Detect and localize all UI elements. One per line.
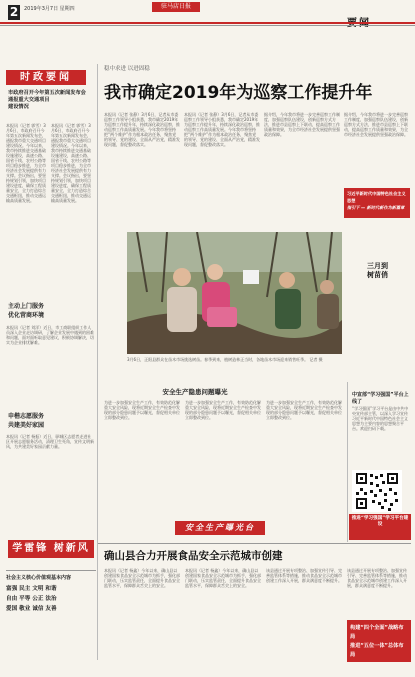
photo-caption-body: 3月6日，正阳县群众在苗木市场挑选树苗。春季到来，植树造林正当时，各地苗木市场迎来销售旺季。 记者 摄 [127,357,323,362]
slogan-banner: 学雷锋 树新风 [8,540,94,558]
main-headline: 我市确定2019年为巡察工作提升年 [104,83,373,103]
page-number: 2 [9,5,19,19]
study-qr-code [352,470,402,512]
main-body-col1: 本报讯（记者 张静）3月6日，记者从市委巡察工作领导小组获悉，我市确定2019年为巡察工作提升年，持续深化政治巡察，推动巡察工作高质量发展。今年我市将坚持把“两个维护”作为根本政治任务，聚焦党的领导、党的建设、全面从严治党，精准发现问题，督促整改落实。 [104,112,180,147]
ideology-red-box [344,188,410,218]
core-values-title: 社会主义核心价值观基本内容 [6,575,72,581]
article3-title: 申楷志愿服务 共建美好家园 [8,413,45,429]
article1-body-col2: 本报讯（记者 郭雪）3月6日，市政府召开今年第五次新闻发布会，通报我市重大交通项目建设情况。今年以来，我市持续推进交通基础设施建设，高速公路、国省干线、农村公路等项目稳步推进，为全市经济社会发展提供有力支撑。会议指出，要坚持规划引领，加快项目建设进度，确保工程质量安全，全力打造综合交通枢纽，推动交通运输高质量发展。 [51,123,91,203]
photo-caption-title: 三月到 树苗俏 [367,262,388,279]
bottom-headline: 确山县合力开展食品安全示范城市创建 [104,550,283,562]
photo-illustration [127,232,342,354]
main-body-col3: 据介绍，今年我市将进一步完善巡察工作制度，加强巡察队伍建设，创新巡察方式方法，推进市县巡察上下联动，提高巡察工作质量和效果，为全市经济社会发展提供坚强政治保障。 [264,112,340,137]
strategy-line-1: 构建“四个全面”战略布局 [350,625,404,640]
safety-body-col3: 为进一步加强安全生产工作，有效防范化解重大安全风险，现将近期安全生产检查中发现的部分隐患问题予以曝光，督促相关单位立即整改到位。 [266,400,342,420]
study-banner: 推进“学习强国”学习平台建设 [349,514,411,540]
core-values-line-3: 爱国 敬业 诚信 友善 [6,606,57,612]
safety-headline: 安全生产隐患问题曝光 [162,388,228,396]
study-headline: 中宣部“学习强国”平台上线了 [352,392,409,405]
qr-code-icon [352,470,402,512]
core-values-line-2: 自由 平等 公正 法治 [6,596,57,602]
study-column-divider [347,382,348,542]
strategy-red-box [347,620,411,662]
bottom-body-col3: 该县通过开展专项整治、加强宣传引导、完善监管体系等措施，推动食品安全示范城市创建工作深入开展，群众满意度不断提升。 [266,568,342,583]
article1-title: 市政府召开今年第五次新闻发布会 通报重大交通项目 建设情况 [8,90,86,110]
masthead-red-rule [0,22,415,24]
core-values-line-1: 富强 民主 文明 和谐 [6,586,57,592]
article1-body-col1: 本报讯（记者 郭雪）3月6日，市政府召开今年第五次新闻发布会，通报我市重大交通项目建设情况。今年以来，我市持续推进交通基础设施建设，高速公路、国省干线、农村公路等项目稳步推进，为全市经济社会发展提供有力支撑。会议指出，要坚持规划引领，加快项目建设进度，确保工程质量安全，全力打造综合交通枢纽，推动交通运输高质量发展。 [6,123,46,203]
bottom-divider [98,543,411,544]
strategy-line-2: 推进“五位一体”总体布局 [350,643,404,658]
article2-body: 本报讯（记者 刘洋）近日，市工商联组织工作人员深入企业走访调研，了解企业发展中遇到的困难和问题，面对面听取意见建议，积极协调解决，切实为企业排忧解难。 [6,325,94,345]
paper-name: 驻马店日报 [152,2,200,12]
kicker: 稳中求进 以进固稳 [104,66,150,72]
safety-body-col1: 为进一步加强安全生产工作，有效防范化解重大安全风险，现将近期安全生产检查中发现的部分隐患问题予以曝光，督促相关单位立即整改到位。 [104,400,180,420]
main-body-col2: 本报讯（记者 张静）3月6日，记者从市委巡察工作领导小组获悉，我市确定2019年为巡察工作提升年，持续深化政治巡察，推动巡察工作高质量发展。今年我市将坚持把“两个维护”作为根本政治任务，聚焦党的领导、党的建设、全面从严治党，精准发现问题，督促整改落实。 [184,112,260,147]
ideology-line-2: 指引下 — 新时代新作为新篇章 [347,205,405,210]
core-values-box [6,570,96,651]
column-divider [97,64,98,660]
study-body: “学习强国”学习平台是由中共中央宣传部主管，以深入学习宣传习近平新时代中国特色社会主义思想为主要内容的思想聚合平台。欢迎扫码下载。 [352,406,409,431]
safety-exposure-banner: 安全生产曝光台 [175,521,265,535]
date-line: 2019年3月7日 星期四 [24,6,75,12]
bottom-body-col2: 本报讯（记者 杨鑫）今年以来，确山县以创建国家食品安全示范城市为抓手，强化部门联动，压实监管责任，全面提升食品安全监管水平，保障群众舌尖上的安全。 [185,568,261,588]
masthead [0,0,415,62]
main-body-col4: 据介绍，今年我市将进一步完善巡察工作制度，加强巡察队伍建设，创新巡察方式方法，推进市县巡察上下联动，提高巡察工作质量和效果，为全市经济社会发展提供坚强政治保障。 [344,112,408,137]
ideology-line-1: 习近平新时代中国特色社会主义思想 [347,191,406,203]
masthead-gray-rule [0,25,415,26]
bottom-body-col4: 该县通过开展专项整治、加强宣传引导、完善监管体系等措施，推动食品安全示范城市创建工作深入开展，群众满意度不断提升。 [347,568,407,588]
bottom-body-col1: 本报讯（记者 杨鑫）今年以来，确山县以创建国家食品安全示范城市为抓手，强化部门联动，压实监管责任，全面提升食品安全监管水平，保障群众舌尖上的安全。 [104,568,180,588]
tree-market-photo [127,232,342,354]
article3-body: 本报讯（记者 杨振）近日，驿城区志愿者走进社区开展志愿服务活动，清理卫生死角，宣传文明新风，为共建美好家园贡献力量。 [6,434,94,449]
safety-body-col2: 为进一步加强安全生产工作，有效防范化解重大安全风险，现将近期安全生产检查中发现的部分隐患问题予以曝光，督促相关单位立即整改到位。 [185,400,261,420]
article2-title: 主动上门服务 优化营商环境 [8,303,45,319]
politics-banner: 时政要闻 [6,70,86,85]
